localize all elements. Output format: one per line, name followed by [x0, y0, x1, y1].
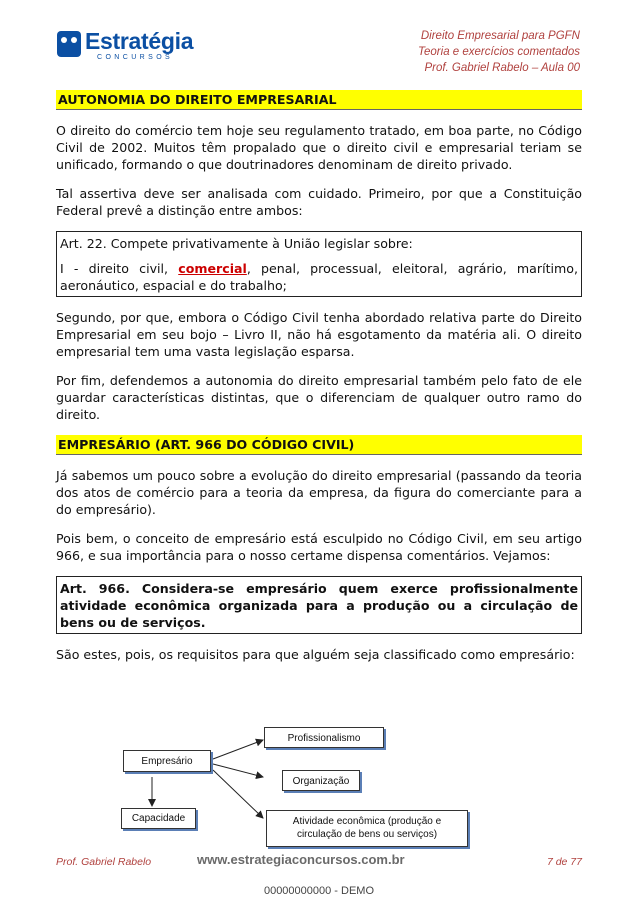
highlight-comercial: comercial — [178, 261, 247, 276]
header-subtitle: Teoria e exercícios comentados — [418, 46, 580, 58]
box-line: Atividade econômica (produção e — [292, 816, 442, 827]
requirements-diagram — [56, 722, 582, 862]
box-line: circulação de bens ou serviços) — [296, 829, 438, 840]
paragraph: Por fim, defendemos a autonomia do direito empresarial também pelo fato de ele guardar características distintas, que o diferenciam de qualquer outro ramo do direito. — [56, 373, 582, 422]
paragraph: O direito do comércio tem hoje seu regulamento tratado, em boa parte, no Código Civil de 2002. Muitos têm propalado que o direito civil e empresarial teriam se unificado, formando o que doutrinadores denominam de direito privado. — [56, 123, 582, 172]
arrow-to-organizacao — [213, 764, 263, 777]
page-header — [418, 28, 580, 76]
footer-author: Prof. Gabriel Rabelo — [56, 856, 152, 868]
logo-subtitle: CONCURSOS — [97, 54, 174, 61]
footer-page-number: 7 de 77 — [546, 856, 582, 868]
quote-line — [60, 260, 578, 294]
footer-url[interactable]: www.estrategiaconcursos.com.br — [197, 852, 405, 867]
section-heading-autonomia: AUTONOMIA DO DIREITO EMPRESARIAL — [56, 90, 582, 110]
quote-text: Art. 966. Considera-se empresário quem exerce profissionalmente atividade econômica organizada para a produção ou a circulação de bens ou de serviços. — [60, 581, 578, 630]
box-organizacao: Organização — [282, 770, 360, 791]
arrow-to-atividade — [213, 770, 263, 818]
paragraph: Já sabemos um pouco sobre a evolução do direito empresarial (passando da teoria dos atos de comércio para a teoria da empresa, da figura do comerciante para a do empresário). — [56, 468, 582, 517]
estrategia-logo — [57, 28, 207, 64]
paragraph: Tal assertiva deve ser analisada com cuidado. Primeiro, por que a Constituição Federal prevê a distinção entre ambos: — [56, 186, 582, 218]
section-heading-empresario: EMPRESÁRIO (ART. 966 DO CÓDIGO CIVIL) — [56, 435, 582, 455]
header-lesson: Prof. Gabriel Rabelo – Aula 00 — [424, 62, 580, 74]
header-course: Direito Empresarial para PGFN — [420, 30, 580, 42]
legal-quote-art22 — [56, 231, 582, 297]
logo-name: Estratégia — [85, 28, 194, 54]
box-capacidade: Capacidade — [121, 808, 196, 829]
paragraph: Segundo, por que, embora o Código Civil tenha abordado relativa parte do Direito Empresarial em seu bojo – Livro II, não há esgotamento da matéria ali. O direito empresarial tem uma vasta legislação esparsa. — [56, 310, 582, 359]
owl-icon — [57, 31, 81, 57]
box-profissionalismo: Profissionalismo — [264, 727, 384, 748]
quote-text: I - direito civil, — [60, 261, 179, 276]
legal-quote-art966 — [56, 576, 582, 634]
document-body — [56, 90, 582, 675]
arrow-to-profissionalismo — [213, 740, 263, 759]
box-empresario: Empresário — [123, 750, 211, 772]
quote-text: , penal, processual, eleitoral, agrário, marítimo, aeronáutico, espacial e do trabalho; — [60, 261, 578, 293]
paragraph: Pois bem, o conceito de empresário está esculpido no Código Civil, em seu artigo 966, e sua importância para o nosso certame dispensa comentários. Vejamos: — [56, 531, 582, 563]
paragraph: São estes, pois, os requisitos para que alguém seja classificado como empresário: — [56, 647, 575, 662]
page-footer — [56, 852, 582, 870]
quote-line: Art. 22. Compete privativamente à União legislar sobre: — [60, 236, 413, 251]
demo-watermark: 00000000000 - DEMO — [263, 885, 375, 897]
box-atividade-economica — [266, 810, 468, 847]
